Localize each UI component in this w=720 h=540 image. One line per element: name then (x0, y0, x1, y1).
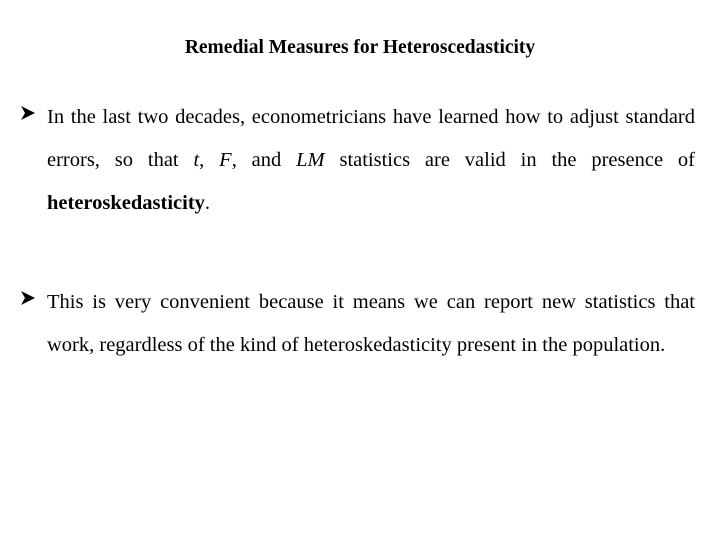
bullet-text: This is very convenient because it means we can report new statistics that work, regardless of the kind of heteroskedasticity present in the population. (47, 291, 695, 356)
emphasis-term: heteroskedasticity (47, 192, 205, 214)
arrowhead-bullet-icon (20, 290, 36, 306)
arrowhead-bullet-icon (20, 105, 36, 121)
bullet-text: In the last two decades, econometricians have learned how to adjust standard errors, so that t, F, and LM statistics are valid in the presence of heteroskedasticity. (47, 106, 695, 214)
slide-title: Remedial Measures for Heteroscedasticity (184, 37, 536, 58)
bullet-item (20, 96, 695, 225)
bullet-item (20, 281, 695, 367)
